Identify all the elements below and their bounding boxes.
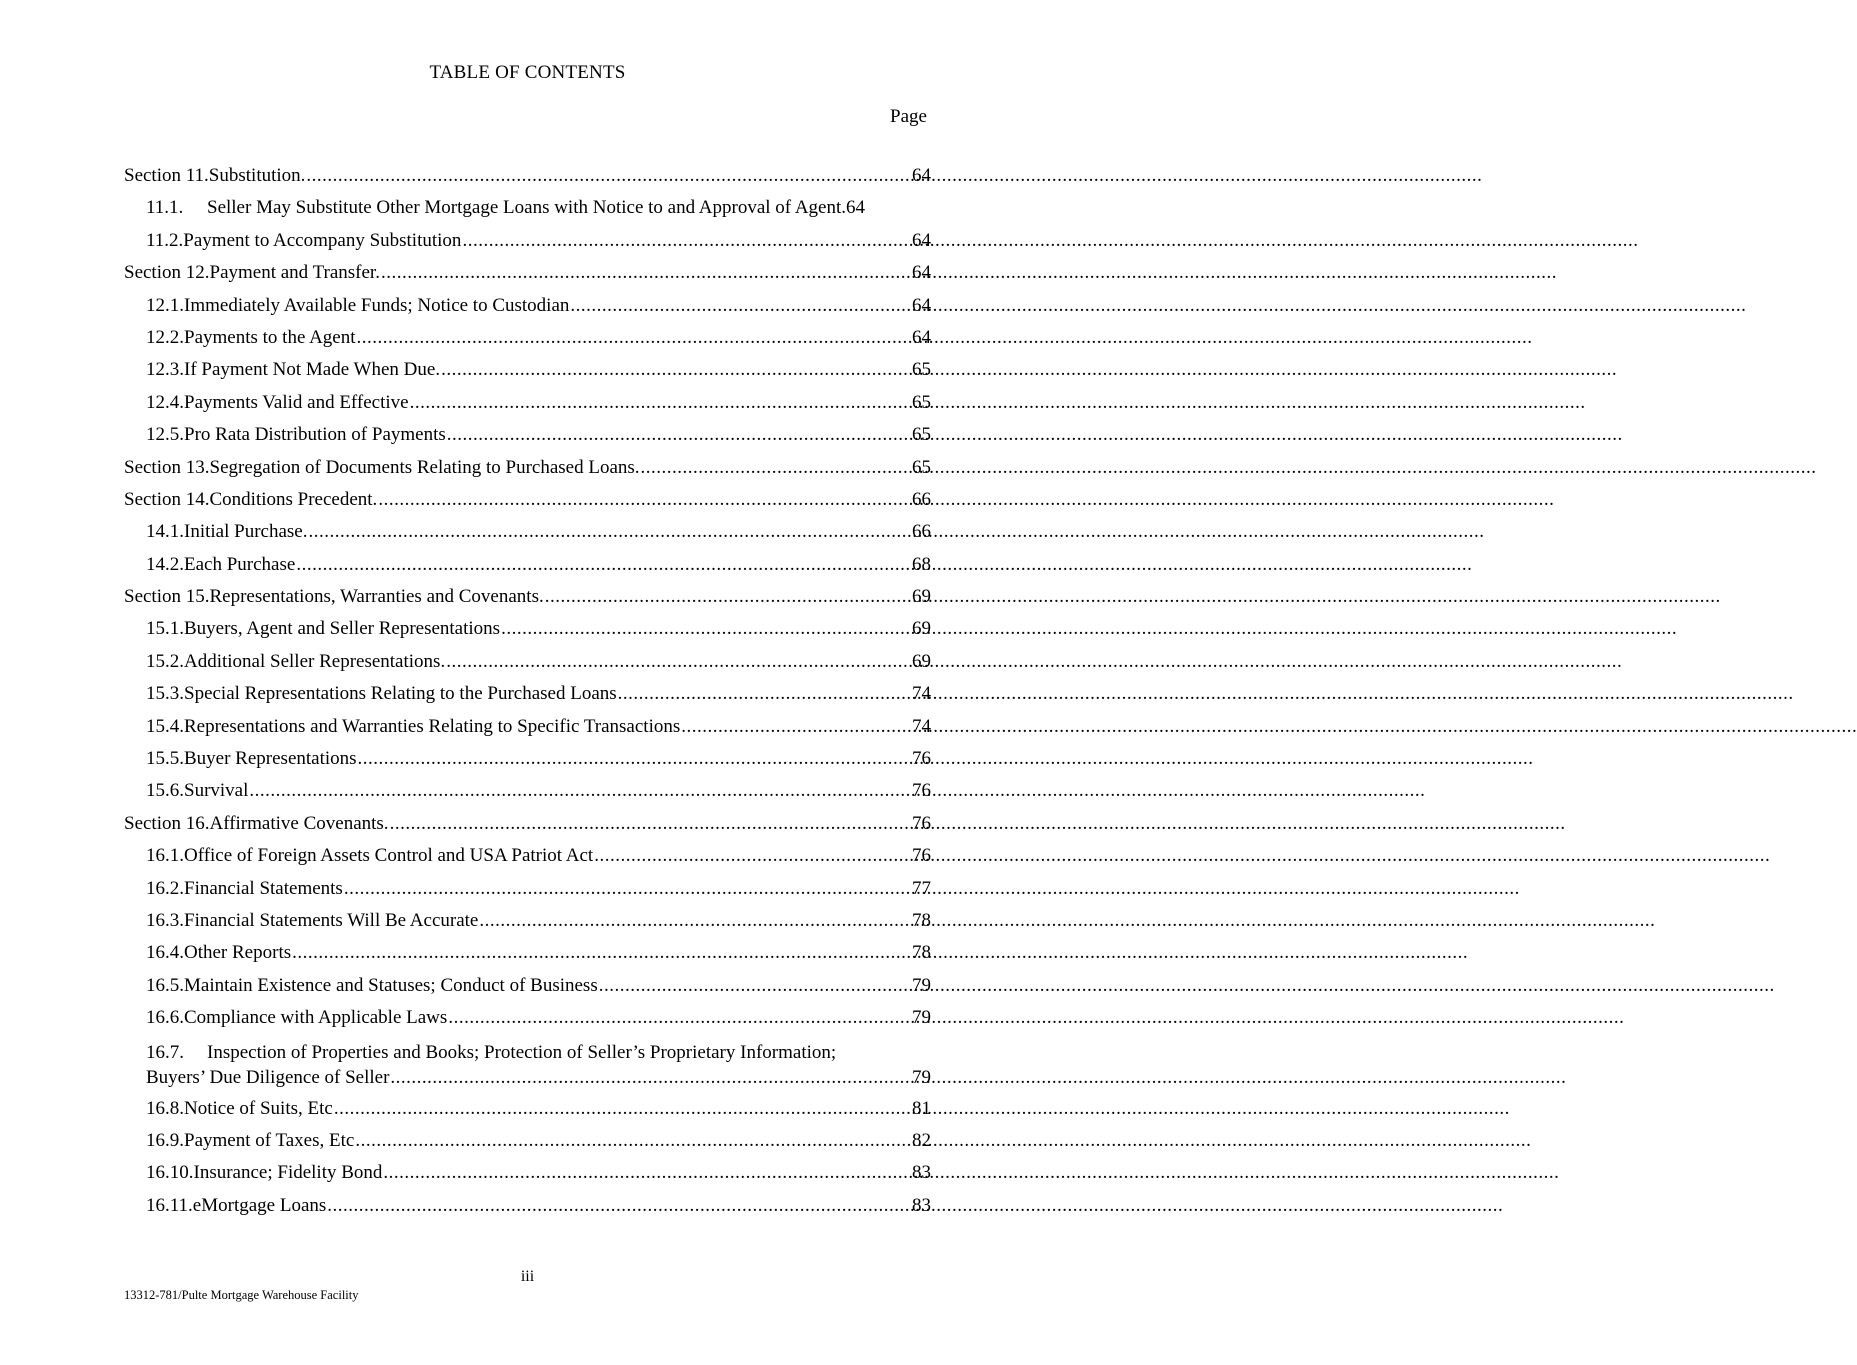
toc-entry-page: 64 [912, 326, 931, 348]
toc-subsection-row[interactable] [124, 516, 931, 548]
dot-leader [357, 322, 910, 354]
toc-entry-page: 76 [912, 812, 931, 834]
toc-entry-label: Substitution. [208, 165, 306, 186]
toc-entry-page: 79 [912, 974, 931, 996]
toc-entry-number: 16.4. [146, 942, 184, 964]
toc-entry-number: 16.8. [146, 1097, 184, 1119]
toc-entry-label: Pro Rata Distribution of Payments [184, 424, 446, 446]
toc-entry-16-7[interactable] [124, 1041, 931, 1091]
toc-subsection-row[interactable] [124, 775, 931, 807]
toc-entry-label: Segregation of Documents Relating to Purchased Loans. [209, 456, 640, 478]
toc-entry-number: 15.2. [146, 650, 184, 672]
toc-entry-label: If Payment Not Made When Due. [184, 359, 441, 381]
toc-entry-page: 66 [912, 521, 931, 543]
toc-entry-label: Payment to Accompany Substitution [183, 229, 462, 251]
toc-entry-page: 76 [912, 845, 931, 867]
toc-entry-number: 11.1. [146, 197, 184, 219]
dot-leader [410, 387, 910, 419]
toc-entry-number: Section 15. [124, 586, 210, 608]
toc-entry-label: Compliance with Applicable Laws [184, 1007, 448, 1029]
dot-leader [599, 970, 910, 1002]
toc-entry-label: Immediately Available Funds; Notice to Custodian [184, 294, 570, 316]
toc-entry-number: 16.10. [146, 1162, 194, 1184]
toc-entry-page: 64 [846, 197, 866, 219]
toc-subsection-row[interactable] [124, 354, 931, 386]
toc-entry-page: 65 [912, 391, 931, 413]
toc-entry-label: Buyers, Agent and Seller Representations [184, 618, 501, 640]
toc-entry-label: Payments Valid and Effective [184, 391, 409, 413]
dot-leader [479, 905, 910, 937]
toc-entry-page: 77 [912, 877, 931, 899]
toc-entry-label: Conditions Precedent. [209, 488, 378, 510]
dot-leader [681, 711, 910, 743]
toc-subsection-row[interactable] [124, 387, 931, 419]
dot-leader [446, 646, 910, 678]
toc-entry-label: Initial Purchase. [184, 521, 308, 543]
toc-entry-number: 16.3. [146, 909, 184, 931]
toc-entry-page: 68 [912, 553, 931, 575]
toc-entry-number: Section 16. [124, 812, 210, 834]
toc-entry-number: 12.3. [146, 359, 184, 381]
dot-leader [545, 581, 910, 613]
toc-entry-number: 12.2. [146, 326, 184, 348]
toc-subsection-row[interactable] [124, 322, 931, 354]
toc-entry-number: Section 13. [124, 456, 210, 478]
toc-entry-number: 15.1. [146, 618, 184, 640]
toc-entry-number: 16.5. [146, 974, 184, 996]
toc-entry-number: 14.1. [146, 521, 184, 543]
toc-entry-page: 69 [912, 586, 931, 608]
toc-entry-page: 83 [912, 1194, 931, 1216]
dot-leader [334, 1093, 910, 1125]
toc-entry-number: 12.1. [146, 294, 184, 316]
toc-entry-page: 78 [912, 942, 931, 964]
toc-entry-page: 81 [912, 1097, 931, 1119]
toc-entry-label: Maintain Existence and Statuses; Conduct of Business [184, 974, 598, 996]
toc-entry-label: Survival [184, 780, 249, 802]
toc-subsection-row[interactable] [124, 711, 931, 743]
toc-entry-page: 76 [912, 780, 931, 802]
toc-entry-label: Other Reports [184, 942, 292, 964]
toc-entry-page: 65 [912, 359, 931, 381]
dot-leader [358, 743, 910, 775]
toc-entry-label: Payment and Transfer. [209, 262, 380, 284]
dot-leader [641, 452, 910, 484]
toc-entry-number: 11.2. [146, 229, 184, 251]
dot-leader [296, 549, 910, 581]
toc-entry-page: 66 [912, 488, 931, 510]
dot-leader [292, 937, 910, 969]
toc-subsection-row[interactable] [124, 970, 931, 1002]
toc-entry-page: 82 [912, 1129, 931, 1151]
toc-entries-tail [124, 1093, 931, 1223]
dot-leader [447, 419, 910, 451]
toc-entry-label-continued: Buyers’ Due Diligence of Seller [146, 1066, 390, 1088]
toc-entry-label: Representations, Warranties and Covenants. [209, 586, 544, 608]
toc-entry-page: 74 [912, 683, 931, 705]
toc-entry-number: 14.2. [146, 553, 184, 575]
dot-leader [308, 516, 910, 548]
toc-entry-number: 15.4. [146, 715, 184, 737]
dot-leader [594, 840, 910, 872]
dot-leader [383, 1157, 910, 1189]
toc-entry-number: Section 11. [124, 165, 209, 186]
toc-entry-number: 16.1. [146, 845, 184, 867]
toc-entry-label: Representations and Warranties Relating to Specific Transactions [184, 715, 681, 737]
toc-subsection-row[interactable] [124, 840, 931, 872]
toc-entry-label: Inspection of Properties and Books; Protection of Seller’s Proprietary Information; [207, 1041, 837, 1063]
dot-leader [390, 1065, 910, 1091]
toc-entry-page: 64 [912, 262, 931, 284]
dot-leader [441, 354, 910, 386]
toc-section-row[interactable] [124, 484, 931, 516]
dot-leader [344, 873, 910, 905]
dot-leader [501, 613, 910, 645]
toc-subsection-row[interactable] [124, 225, 931, 257]
toc-subsection-row[interactable] [124, 1190, 931, 1222]
toc-entry-label: Special Representations Relating to the Purchased Loans [184, 683, 617, 705]
toc-entry-label: Financial Statements Will Be Accurate [184, 909, 479, 931]
toc-entry-page: 65 [912, 424, 931, 446]
dot-leader [390, 808, 910, 840]
toc-entry-page: 76 [912, 748, 931, 770]
dot-leader [618, 678, 910, 710]
toc-entry-page: 69 [912, 618, 931, 640]
toc-subsection-row[interactable] [124, 549, 931, 581]
toc-subsection-row[interactable] [124, 1125, 931, 1157]
toc-entry-page: 64 [912, 165, 931, 186]
toc-entry-page: 69 [912, 650, 931, 672]
toc-entry-label: Financial Statements [184, 877, 343, 899]
toc-entry-label: Buyer Representations [184, 748, 357, 770]
toc-subsection-row[interactable] [124, 1093, 931, 1125]
toc-entry-label: Payments to the Agent [184, 326, 356, 348]
table-of-contents [124, 160, 931, 1222]
toc-entry-page: 74 [912, 715, 931, 737]
toc-entry-number: 15.5. [146, 748, 184, 770]
toc-section-row[interactable] [124, 581, 931, 613]
toc-subsection-row[interactable] [124, 873, 931, 905]
dot-leader [462, 225, 910, 257]
dot-leader [306, 160, 910, 192]
toc-entry-label: Affirmative Covenants. [209, 812, 389, 834]
dot-leader [381, 257, 910, 289]
toc-entry-number: 16.11. [146, 1194, 193, 1216]
toc-entry-number: 15.3. [146, 683, 184, 705]
toc-entry-label: Office of Foreign Assets Control and USA Patriot Act [184, 845, 594, 867]
toc-section-row[interactable] [124, 160, 931, 192]
toc-entry-page: 64 [912, 229, 931, 251]
toc-entry-page: 83 [912, 1162, 931, 1184]
toc-entry-number: Section 12. [124, 262, 210, 284]
dot-leader [249, 775, 910, 807]
toc-entry-number: 16.6. [146, 1007, 184, 1029]
toc-entry-number: 16.7. [146, 1041, 184, 1063]
toc-subsection-row[interactable] [124, 1157, 931, 1189]
toc-entry-page: 64 [912, 294, 931, 316]
dot-leader [448, 1002, 910, 1034]
dot-leader [327, 1190, 910, 1222]
toc-entry-number: 12.4. [146, 391, 184, 413]
toc-entry-page: 78 [912, 909, 931, 931]
toc-entry-number: 16.9. [146, 1129, 184, 1151]
toc-subsection-row[interactable] [124, 937, 931, 969]
toc-entry-label: Additional Seller Representations. [184, 650, 446, 672]
toc-entry-label: Each Purchase [184, 553, 296, 575]
dot-leader [570, 290, 910, 322]
dot-leader [378, 484, 910, 516]
dot-leader [355, 1125, 910, 1157]
toc-entry-page: 79 [912, 1066, 931, 1088]
toc-subsection-row[interactable] [124, 678, 931, 710]
toc-entry-label: Insurance; Fidelity Bond [193, 1162, 383, 1184]
toc-subsection-row[interactable] [124, 1002, 931, 1034]
toc-subsection-row[interactable] [124, 419, 931, 451]
toc-entry-number: 12.5. [146, 424, 184, 446]
toc-subsection-row[interactable] [124, 613, 931, 645]
toc-entry-label: eMortgage Loans [192, 1194, 327, 1216]
toc-entry-page: 79 [912, 1007, 931, 1029]
toc-entry-label: Notice of Suits, Etc [184, 1097, 333, 1119]
footer-page-number: iii [520, 1268, 535, 1285]
toc-entry-number: 15.6. [146, 780, 184, 802]
footer-document-id: 13312-781/Pulte Mortgage Warehouse Facility [124, 1288, 359, 1302]
toc-entries [124, 160, 931, 1035]
page-column-header: Page [890, 106, 927, 127]
toc-entry-number: Section 14. [124, 488, 210, 510]
toc-entry-label: Payment of Taxes, Etc [184, 1129, 355, 1151]
toc-entry-page: 65 [912, 456, 931, 478]
page-title: TABLE OF CONTENTS [429, 62, 626, 83]
toc-section-row[interactable] [124, 257, 931, 289]
toc-subsection-row[interactable] [124, 905, 931, 937]
toc-subsection-row[interactable] [124, 290, 931, 322]
toc-section-row[interactable] [124, 808, 931, 840]
toc-section-row[interactable] [124, 452, 931, 484]
toc-subsection-row[interactable] [124, 743, 931, 775]
toc-entry-number: 16.2. [146, 877, 184, 899]
toc-subsection-row[interactable] [124, 192, 931, 224]
toc-entry-label: Seller May Substitute Other Mortgage Loans with Notice to and Approval of Agent. [207, 197, 847, 219]
toc-subsection-row[interactable] [124, 646, 931, 678]
